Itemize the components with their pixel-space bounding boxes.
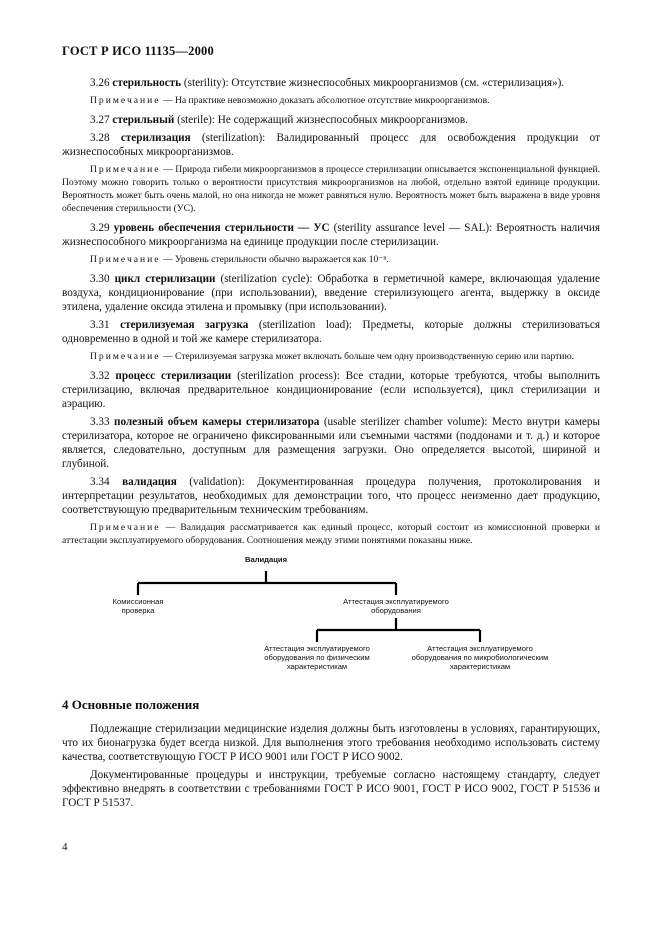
section-4-paragraph-1: Подлежащие стерилизации медицинские изделия должны быть изготовлены в условиях, гарантирующих, что их бионагрузка будет всегда низкой. Для выполнения этого требования необходимо использовать систему качества, соответствующую ГОСТ Р ИСО 9001 или ГОСТ Р ИСО 9002. bbox=[62, 723, 600, 763]
page-content bbox=[62, 76, 600, 814]
term: стерильный bbox=[112, 114, 175, 126]
note-1 bbox=[62, 94, 600, 107]
page-number: 4 bbox=[62, 841, 68, 853]
diagram-sub-left-label: Аттестация эксплуатируемого оборудования по физическим характеристикам bbox=[264, 644, 370, 671]
clause-number: 3.28 bbox=[90, 132, 110, 144]
definition-3-26 bbox=[62, 76, 600, 90]
note-text: — Природа гибели микроорганизмов в процессе стерилизации описывается экспоненциальной функцией. Поэтому можно говорить только о вероятности присутствия микроорганизмов на любой, отдельно взятой единице продукции. Вероятность может быть очень малой, но она никогда не может равняться нулю. Вероятность может быть выражена в виде уровня обеспечения стерильности (УС). bbox=[62, 164, 600, 214]
note-4 bbox=[62, 350, 600, 363]
definition-3-32 bbox=[62, 369, 600, 411]
term: стерилизация bbox=[120, 132, 191, 144]
note-label: Примечание bbox=[90, 95, 161, 106]
clause-number: 3.27 bbox=[90, 114, 110, 126]
definition-text: (sterilization cycle): Обработка в герметичной камере, включающая удаление воздуха, кондиционирование (при использовании), введение стерилизующего агента, выдержку в оксиде этилена, удаление оксида этилена и промывку (при использовании). bbox=[62, 273, 601, 313]
definition-text: (sterilization): Валидированный процесс для освобождения продукции от жизнеспособных микроорганизмов. bbox=[62, 132, 600, 158]
definition-text: (sterility assurance level — SAL): Вероятность наличия жизнеспособного микроорганизма на единице продукции после стерилизации. bbox=[62, 222, 601, 248]
term: процесс стерилизации bbox=[115, 370, 232, 382]
definition-3-31 bbox=[62, 318, 600, 346]
definition-text: (sterilization process): Все стадии, которые требуются, чтобы выполнить стерилизацию, включая предварительное кондиционирование (если используется), цикл стерилизации и аэрацию. bbox=[62, 370, 600, 410]
definition-3-30 bbox=[62, 272, 600, 314]
clause-number: 3.26 bbox=[90, 77, 110, 89]
section-4-paragraph-2: Документированные процедуры и инструкции, требуемые согласно настоящему стандарту, следует эффективно внедрять в соответствии с требованиями ГОСТ Р ИСО 9001, ГОСТ Р ИСО 9002, ГОСТ Р 51536 и ГОСТ Р 51537. bbox=[62, 769, 600, 809]
note-label: Примечание bbox=[90, 351, 161, 362]
definition-text: (usable sterilizer chamber volume): Место внутри камеры стерилизатора, которое не ограничено фиксированными или съемными частями (поддонами и т. д.) и которое является, следовательно, доступным для размещения загрузки. Оно определяется высотой, шириной и глубиной. bbox=[62, 416, 600, 470]
note-2 bbox=[62, 163, 600, 215]
note-label: Примечание bbox=[90, 522, 161, 533]
definition-3-28 bbox=[62, 131, 600, 159]
note-text: — Стерилизуемая загрузка может включать больше чем одну производственную серию или партию. bbox=[160, 351, 575, 362]
diagram-left-label: Комиссионная проверка bbox=[112, 597, 164, 615]
definition-text: (sterile): Не содержащий жизнеспособных микроорганизмов. bbox=[174, 114, 468, 126]
definition-text: (validation): Документированная процедура получения, протоколирования и интерпретации результатов, необходимых для демонстрации того, что процесс неизменно дает продукцию, соответствующую предварительным техническим требованиям. bbox=[62, 476, 600, 516]
clause-number: 3.32 bbox=[90, 370, 110, 382]
definition-3-27 bbox=[62, 113, 600, 127]
definition-3-33 bbox=[62, 415, 600, 471]
clause-number: 3.34 bbox=[90, 476, 110, 488]
term: стерильность bbox=[112, 77, 182, 89]
note-text: — Валидация рассматривается как единый процесс, который состоит из комиссионной проверки и аттестации эксплуатируемого оборудования. Соотношения между этими понятиями показаны ниже. bbox=[62, 522, 600, 546]
clause-number: 3.29 bbox=[90, 222, 110, 234]
term: уровень обеспечения стерильности — УС bbox=[113, 222, 330, 234]
definition-text: (sterility): Отсутствие жизнеспособных микроорганизмов (см. «стерилизация»). bbox=[181, 77, 565, 89]
definition-text: (sterilization load): Предметы, которые должны стерилизоваться одновременно в одной и той же камере стерилизатора. bbox=[62, 319, 601, 345]
diagram-right-label: Аттестация эксплуатируемого оборудования bbox=[343, 597, 449, 615]
term: стерилизуемая загрузка bbox=[120, 319, 249, 331]
term: полезный объем камеры стерилизатора bbox=[114, 416, 320, 428]
term: цикл стерилизации bbox=[114, 273, 216, 285]
note-label: Примечание bbox=[90, 164, 161, 175]
diagram-root-label: Валидация bbox=[244, 555, 287, 564]
definition-3-29 bbox=[62, 221, 600, 249]
validation-diagram bbox=[62, 555, 600, 690]
term: валидация bbox=[122, 476, 177, 488]
document-header: ГОСТ Р ИСО 11135—2000 bbox=[62, 44, 214, 58]
note-3 bbox=[62, 253, 600, 266]
diagram-sub-right-label: Аттестация эксплуатируемого оборудования по микробиологическим характеристикам bbox=[411, 644, 549, 671]
note-label: Примечание bbox=[90, 254, 161, 265]
note-text: — Уровень стерильности обычно выражается как 10⁻ⁿ. bbox=[160, 254, 389, 265]
clause-number: 3.33 bbox=[90, 416, 110, 428]
section-title: 4 Основные положения bbox=[62, 697, 200, 712]
clause-number: 3.31 bbox=[90, 319, 110, 331]
note-5 bbox=[62, 521, 600, 547]
note-text: — На практике невозможно доказать абсолютное отсутствие микроорганизмов. bbox=[160, 95, 490, 106]
clause-number: 3.30 bbox=[90, 273, 110, 285]
definition-3-34 bbox=[62, 475, 600, 517]
